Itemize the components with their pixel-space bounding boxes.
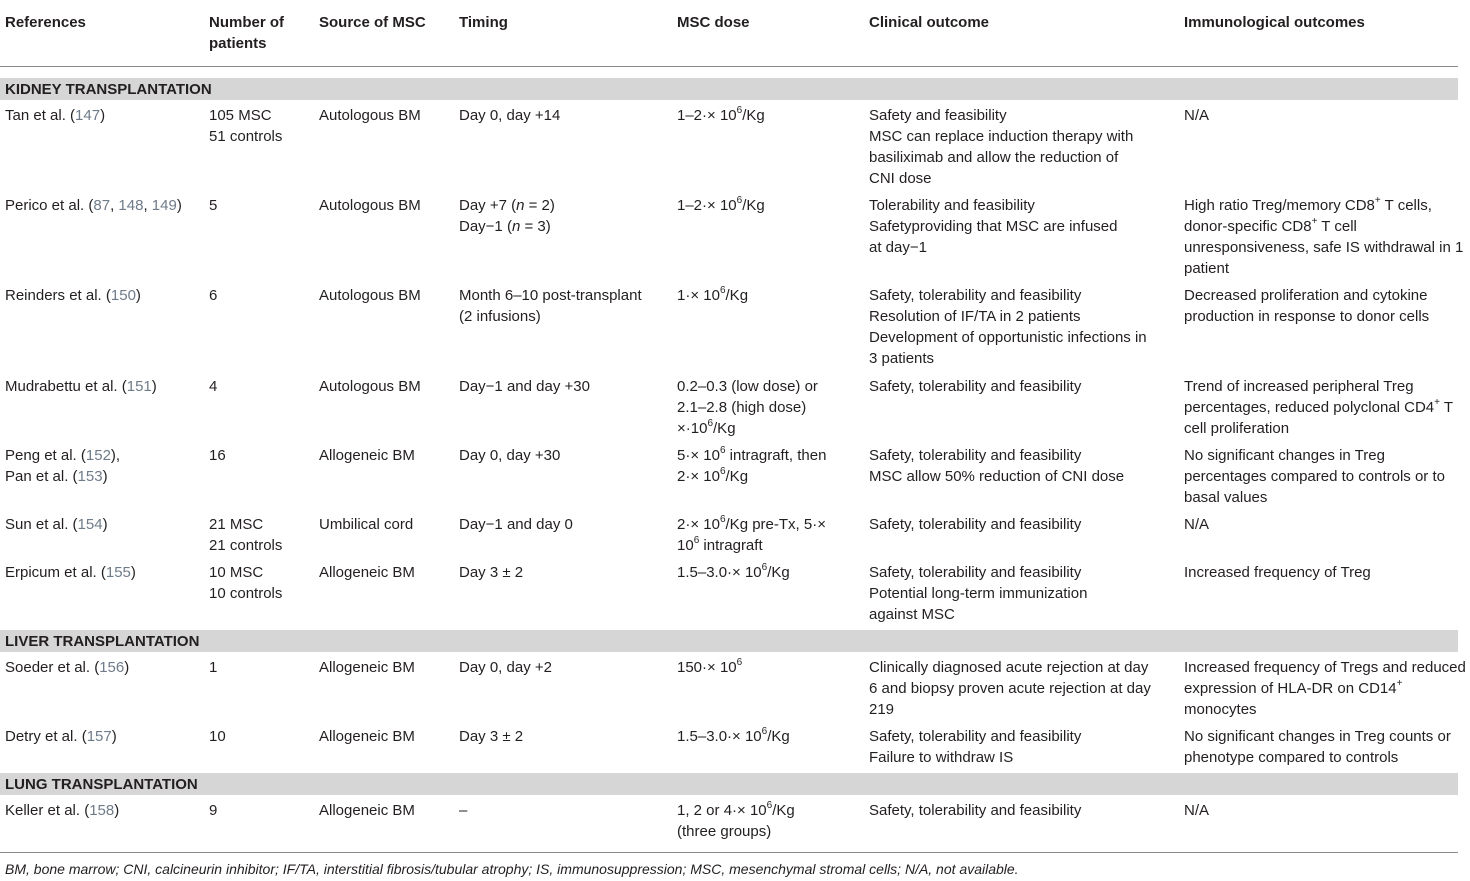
clinical-cell: Safety, tolerability and feasibility Failure to withdraw IS — [869, 728, 1082, 766]
patients-cell: 10 — [209, 728, 226, 745]
timing-cell: Day 0, day +14 — [459, 107, 561, 124]
timing-cell: Day +7 (n = 2) Day−1 (n = 3) — [459, 197, 555, 235]
citation-link[interactable]: 154 — [77, 516, 103, 533]
timing-cell: Day−1 and day 0 — [459, 516, 573, 533]
source-cell: Umbilical cord — [319, 516, 414, 533]
timing-cell: Day 0, day +2 — [459, 659, 552, 676]
section-liver — [0, 630, 1458, 652]
source-cell: Allogeneic BM — [319, 802, 415, 819]
section-lung-label: LUNG TRANSPLANTATION — [5, 776, 198, 793]
citation-link[interactable]: 157 — [86, 728, 112, 745]
header-timing: Timing — [459, 14, 508, 31]
ref-cell: Perico et al. (87, 148, 149) — [5, 197, 182, 214]
clinical-cell: Safety, tolerability and feasibility — [869, 802, 1082, 819]
patients-cell: 10 MSC 10 controls — [209, 564, 283, 602]
ref-cell: Soeder et al. (156) — [5, 659, 130, 676]
clinical-cell: Safety, tolerability and feasibility Resolution of IF/TA in 2 patients Development of opportunistic infections in 3 patients — [869, 287, 1147, 367]
citation-link[interactable]: 148 — [118, 197, 144, 214]
ref-cell: Tan et al. (147) — [5, 107, 106, 124]
patients-cell: 21 MSC 21 controls — [209, 516, 283, 554]
dose-cell: $1.5-3.0\cdot\times 10^6/Kg$ — [677, 726, 790, 745]
immuno-cell: N/A — [1184, 802, 1210, 819]
immuno-cell: Increased frequency of Tregs and reduced expression of HLA-DR on CD14+ monocytes — [1184, 659, 1466, 718]
source-cell: Allogeneic BM — [319, 564, 415, 581]
clinical-cell: Safety, tolerability and feasibility — [869, 516, 1082, 533]
header-patients: Number of patients — [209, 14, 284, 52]
patients-cell: 4 — [209, 378, 218, 395]
timing-cell: Month 6–10 post-transplant (2 infusions) — [459, 287, 642, 325]
citation-link[interactable]: 87 — [93, 197, 111, 214]
header-dose: MSC dose — [677, 14, 750, 31]
dose-cell: $1-2\cdot\times 10^6/Kg$ — [677, 195, 765, 214]
citation-link[interactable]: 147 — [75, 107, 101, 124]
citation-link[interactable]: 156 — [99, 659, 125, 676]
section-kidney-label: KIDNEY TRANSPLANTATION — [5, 81, 212, 98]
source-cell: Autologous BM — [319, 287, 421, 304]
header-references: References — [5, 14, 86, 31]
ref-cell: Peng et al. (152), Pan et al. (153) — [5, 447, 121, 485]
header-clinical: Clinical outcome — [869, 14, 990, 31]
clinical-cell: Safety, tolerability and feasibility MSC allow 50% reduction of CNI dose — [869, 447, 1125, 485]
timing-cell: Day 3 ± 2 — [459, 564, 524, 581]
immuno-cell: N/A — [1184, 516, 1210, 533]
citation-link[interactable]: 152 — [85, 447, 111, 464]
source-cell: Allogeneic BM — [319, 659, 415, 676]
citation-link[interactable]: 149 — [151, 197, 177, 214]
section-kidney — [0, 78, 1458, 100]
timing-cell: Day−1 and day +30 — [459, 378, 590, 395]
citation-link[interactable]: 158 — [89, 802, 115, 819]
ref-cell: Mudrabettu et al. (151) — [5, 378, 157, 395]
header-rule — [0, 66, 1458, 67]
clinical-cell: Safety, tolerability and feasibility — [869, 378, 1082, 395]
patients-cell: 6 — [209, 287, 218, 304]
timing-cell: Day 3 ± 2 — [459, 728, 524, 745]
citation-link[interactable]: 155 — [105, 564, 131, 581]
immuno-cell: Increased frequency of Treg — [1184, 564, 1371, 581]
clinical-cell: Tolerability and feasibility Safetyproviding that MSC are infused at day−1 — [869, 197, 1118, 256]
ref-cell: Keller et al. (158) — [5, 802, 120, 819]
dose-cell: $5\cdot\times 10^6$ intragraft, then $2\cdot\times 10^6/Kg$ — [677, 445, 827, 485]
source-cell: Autologous BM — [319, 197, 421, 214]
citation-link[interactable]: 153 — [77, 468, 103, 485]
timing-cell: – — [459, 802, 468, 819]
immuno-cell: High ratio Treg/memory CD8+ T cells, donor-specific CD8+ T cell unresponsiveness, safe IS withdrawal in 1 patient — [1184, 195, 1464, 277]
clinical-cell: Clinically diagnosed acute rejection at day 6 and biopsy proven acute rejection at day 219 — [869, 659, 1151, 718]
timing-cell: Day 0, day +30 — [459, 447, 561, 464]
ref-cell: Sun et al. (154) — [5, 516, 108, 533]
immuno-cell: No significant changes in Treg counts or phenotype compared to controls — [1184, 728, 1451, 766]
ref-cell: Erpicum et al. (155) — [5, 564, 136, 581]
source-cell: Autologous BM — [319, 107, 421, 124]
header-immuno: Immunological outcomes — [1184, 14, 1365, 31]
immuno-cell: No significant changes in Treg percentages compared to controls or to basal values — [1184, 447, 1445, 506]
dose-cell: $2\cdot\times 10^6/Kg$ pre-Tx, 5·× $10^6$ intragraft — [677, 514, 826, 554]
clinical-cell: Safety, tolerability and feasibility Potential long-term immunization against MSC — [869, 564, 1088, 623]
immuno-cell: N/A — [1184, 107, 1210, 124]
source-cell: Autologous BM — [319, 378, 421, 395]
immuno-cell: Decreased proliferation and cytokine production in response to donor cells — [1184, 287, 1430, 325]
dose-cell: 1, 2 or $4\cdot\times 10^6/Kg$ (three groups) — [677, 800, 795, 840]
dose-cell: $1-2\cdot\times 10^6/Kg$ — [677, 105, 765, 124]
ref-cell: Detry et al. (157) — [5, 728, 117, 745]
patients-cell: 105 MSC 51 controls — [209, 107, 283, 145]
citation-link[interactable]: 150 — [110, 287, 136, 304]
source-cell: Allogeneic BM — [319, 447, 415, 464]
dose-cell: $1.5-3.0\cdot\times 10^6/Kg$ — [677, 562, 790, 581]
citation-link[interactable]: 151 — [126, 378, 152, 395]
source-cell: Allogeneic BM — [319, 728, 415, 745]
patients-cell: 9 — [209, 802, 218, 819]
patients-cell: 16 — [209, 447, 226, 464]
patients-cell: 1 — [209, 659, 218, 676]
immuno-cell: Trend of increased peripheral Treg percentages, reduced polyclonal CD4+ T cell proliferation — [1184, 378, 1454, 437]
patients-cell: 5 — [209, 197, 218, 214]
section-liver-label: LIVER TRANSPLANTATION — [5, 633, 200, 650]
section-lung — [0, 773, 1458, 795]
clinical-cell: Safety and feasibility MSC can replace induction therapy with basiliximab and allow the reduction of CNI dose — [869, 107, 1134, 187]
table-footnote: BM, bone marrow; CNI, calcineurin inhibitor; IF/TA, interstitial fibrosis/tubular atrophy; IS, immunosuppression; MSC, mesenchymal stromal cells; N/A, not available. — [5, 861, 1019, 877]
dose-cell: $150\cdot\times 10^6$ — [677, 657, 743, 676]
header-source: Source of MSC — [319, 14, 426, 31]
footer-rule — [0, 852, 1458, 853]
dose-cell: $1\cdot\times 10^6/Kg$ — [677, 285, 749, 304]
dose-cell: 0.2–0.3 (low dose) or 2.1–2.8 (high dose) $\times\cdot 10^6/Kg$ — [677, 378, 818, 437]
ref-cell: Reinders et al. (150) — [5, 287, 141, 304]
